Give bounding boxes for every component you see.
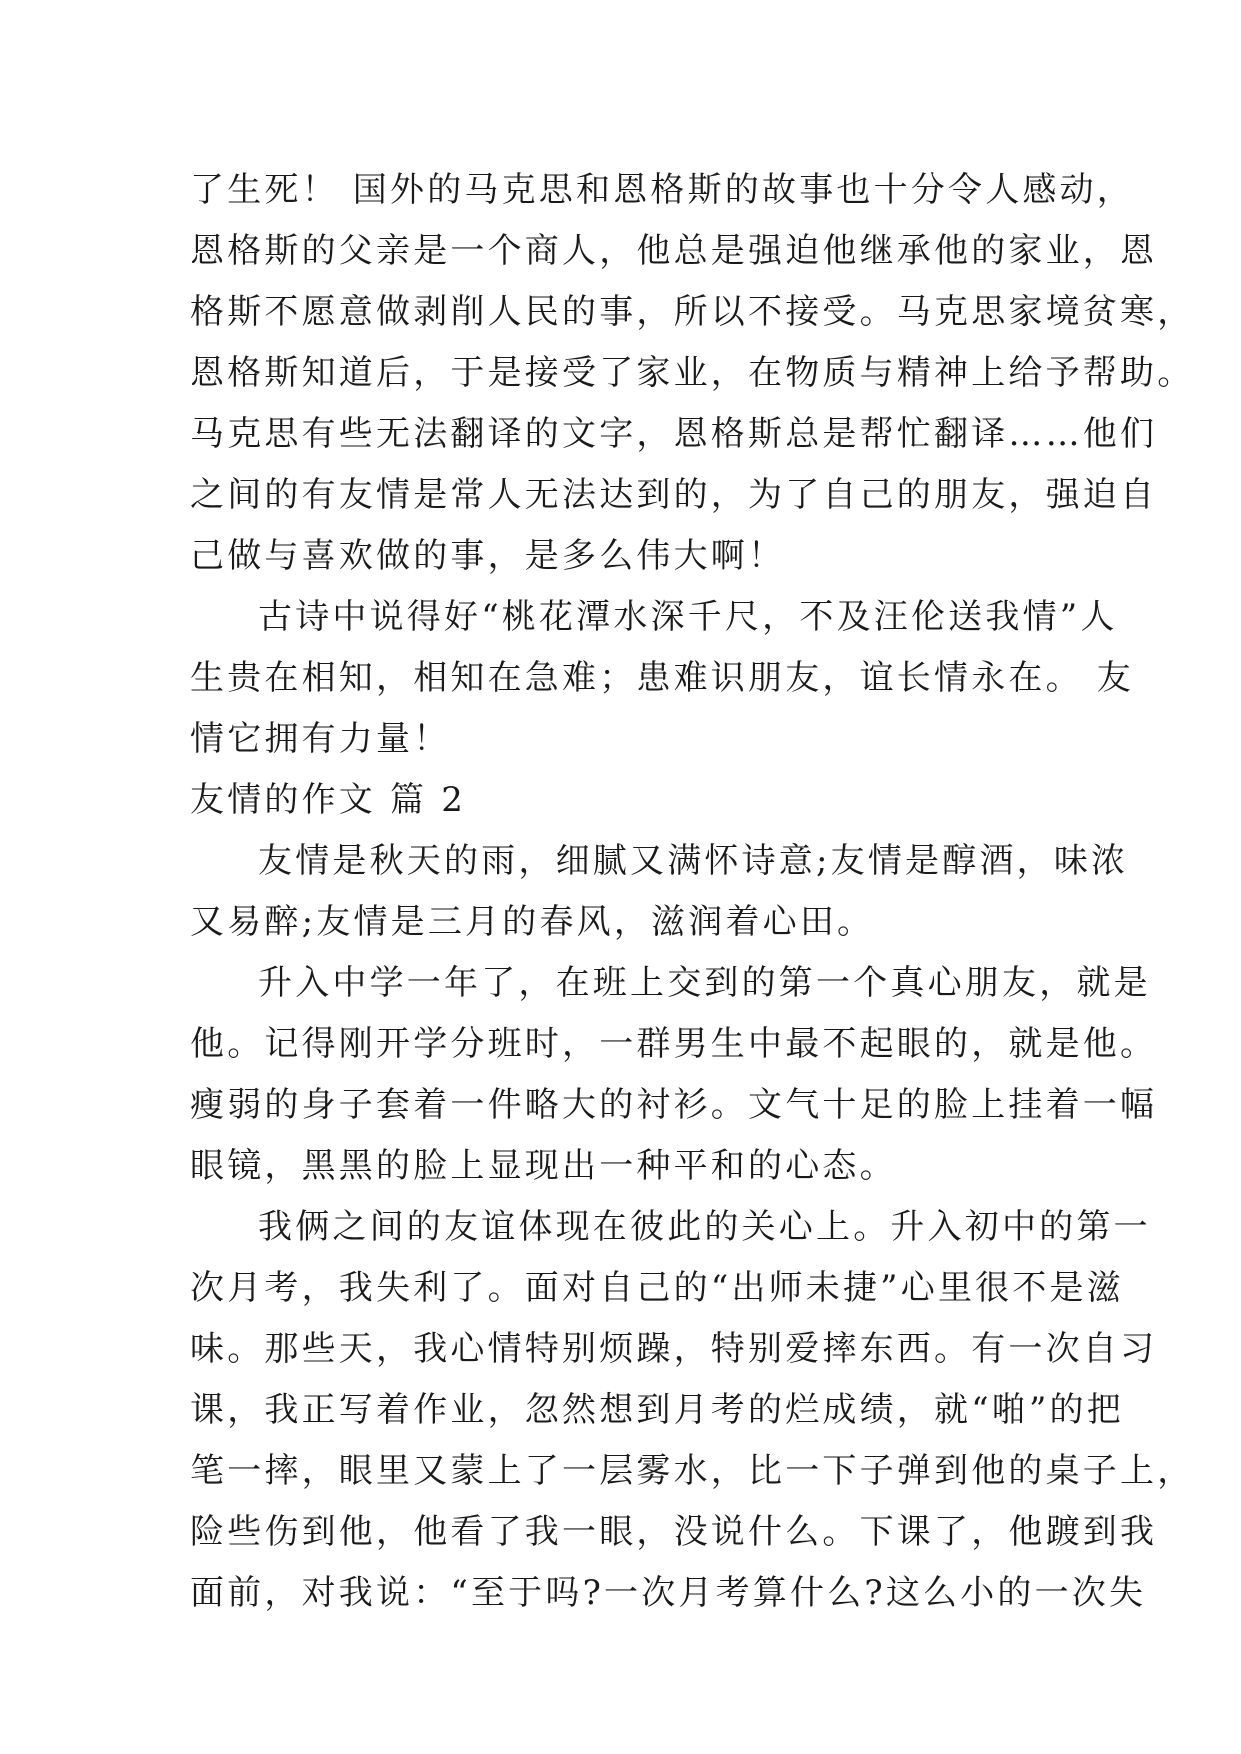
- text-line: 课，我正写着作业，忽然想到月考的烂成绩，就“啪”的把: [190, 1390, 1124, 1430]
- document-page: [190, 160, 1195, 1624]
- text-line: 险些伤到他，他看了我一眼，没说什么。下课了，他踱到我: [190, 1512, 1158, 1552]
- text-line: 情它拥有力量！: [190, 719, 451, 759]
- text-line: 笔一摔，眼里又蒙上了一层雾水，比一下子弹到他的桌子上，: [190, 1451, 1195, 1491]
- text-line: 味。那些天，我心情特别烦躁，特别爱摔东西。有一次自习: [190, 1329, 1158, 1369]
- text-line: 己做与喜欢做的事，是多么伟大啊！: [190, 536, 786, 576]
- text-line: 他。记得刚开学分班时，一群男生中最不起眼的，就是他。: [190, 1024, 1158, 1064]
- text-line: 恩格斯的父亲是一个商人，他总是强迫他继承他的家业，恩: [190, 231, 1158, 271]
- text-line: 又易醉;友情是三月的春风，滋润着心田。: [190, 902, 875, 942]
- text-line: 友情是秋天的雨，细腻又满怀诗意;友情是醇酒，味浓: [258, 841, 1129, 881]
- text-line: 古诗中说得好“桃花潭水深千尺，不及汪伦送我情”人: [258, 597, 1118, 637]
- text-line: 瘦弱的身子套着一件略大的衬衫。文气十足的脸上挂着一幅: [190, 1085, 1158, 1125]
- text-line: 之间的有友情是常人无法达到的，为了自己的朋友，强迫自: [190, 475, 1158, 515]
- text-line: 马克思有些无法翻译的文字，恩格斯总是帮忙翻译……他们: [190, 414, 1158, 454]
- text-line: 面前，对我说：“至于吗?一次月考算什么?这么小的一次失: [190, 1573, 1147, 1613]
- section-heading: 友情的作文 篇 2: [190, 780, 467, 820]
- text-line: 了生死！ 国外的马克思和恩格斯的故事也十分令人感动，: [190, 170, 1135, 210]
- text-line: 升入中学一年了，在班上交到的第一个真心朋友，就是: [258, 963, 1151, 1003]
- text-line: 我俩之间的友谊体现在彼此的关心上。升入初中的第一: [258, 1207, 1151, 1247]
- text-line: 恩格斯知道后，于是接受了家业，在物质与精神上给予帮助。: [190, 353, 1195, 393]
- text-line: 生贵在相知，相知在急难；患难识朋友，谊长情永在。 友: [190, 658, 1135, 698]
- text-line: 眼镜，黑黑的脸上显现出一种平和的心态。: [190, 1146, 897, 1186]
- text-line: 次月考，我失利了。面对自己的“出师未捷”心里很不是滋: [190, 1268, 1124, 1308]
- text-line: 格斯不愿意做剥削人民的事，所以不接受。马克思家境贫寒，: [190, 292, 1195, 332]
